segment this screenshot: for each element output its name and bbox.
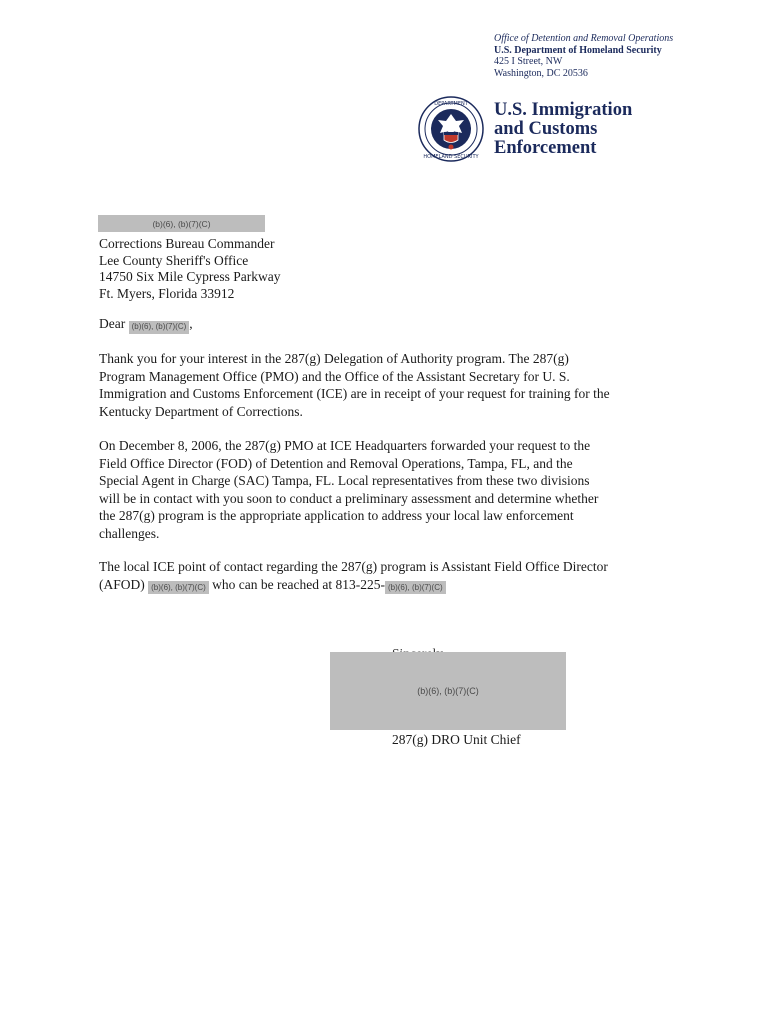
paragraph-line: Special Agent in Charge (SAC) Tampa, FL. Local representatives from these two divisions xyxy=(99,473,590,488)
office-city: Washington, DC 20536 xyxy=(494,67,588,79)
paragraph-line: The local ICE point of contact regarding the 287(g) program is Assistant Field Office Director xyxy=(99,559,608,574)
recipient-city: Ft. Myers, Florida 33912 xyxy=(99,285,235,301)
agency-logo-text xyxy=(494,101,632,158)
recipient-name-redaction: (b)(6), (b)(7)(C) xyxy=(98,215,265,232)
salutation-suffix: , xyxy=(189,316,193,331)
contact-phone-prefix: who can be reached at 813-225- xyxy=(208,576,385,592)
salutation-prefix: Dear xyxy=(99,316,126,331)
paragraph-line: Program Management Office (PMO) and the Office of the Assistant Secretary for U. S. xyxy=(99,368,570,384)
body-paragraph-1 xyxy=(99,350,679,420)
dhs-seal-icon xyxy=(418,96,484,162)
recipient-organization: Lee County Sheriff's Office xyxy=(99,252,249,268)
phone-redaction: (b)(6), (b)(7)(C) xyxy=(385,581,446,594)
signer-title: 287(g) DRO Unit Chief xyxy=(392,732,521,747)
salutation xyxy=(99,316,193,333)
signature-redaction: (b)(6), (b)(7)(C) xyxy=(330,652,566,730)
paragraph-line: Thank you for your interest in the 287(g) Delegation of Authority program. The 287(g) xyxy=(99,351,569,366)
salutation-redaction: (b)(6), (b)(7)(C) xyxy=(129,321,190,334)
paragraph-line-contact xyxy=(99,576,679,594)
office-name: Office of Detention and Removal Operations xyxy=(494,33,674,44)
afod-name-redaction: (b)(6), (b)(7)(C) xyxy=(148,581,209,594)
recipient-title: Corrections Bureau Commander xyxy=(99,236,275,251)
letterhead-address xyxy=(494,33,673,79)
paragraph-line: will be in contact with you soon to conduct a preliminary assessment and determine whether xyxy=(99,490,599,506)
paragraph-line: On December 8, 2006, the 287(g) PMO at ICE Headquarters forwarded your request to the xyxy=(99,438,591,453)
department-name: U.S. Department of Homeland Security xyxy=(494,44,662,56)
agency-line-2: and Customs xyxy=(494,119,598,139)
body-paragraph-2 xyxy=(99,437,679,542)
paragraph-line: Immigration and Customs Enforcement (ICE) are in receipt of your request for training for the xyxy=(99,386,610,401)
paragraph-line: Kentucky Department of Corrections. xyxy=(99,403,303,419)
paragraph-line: challenges. xyxy=(99,525,160,541)
recipient-street: 14750 Six Mile Cypress Parkway xyxy=(99,269,281,284)
office-street: 425 I Street, NW xyxy=(494,56,563,67)
agency-line-1: U.S. Immigration xyxy=(494,100,633,120)
body-paragraph-3 xyxy=(99,558,679,593)
recipient-address xyxy=(99,236,281,302)
paragraph-line: Field Office Director (FOD) of Detention and Removal Operations, Tampa, FL, and the xyxy=(99,455,573,471)
afod-label: (AFOD) xyxy=(99,576,145,592)
svg-text:HOMELAND SECURITY: HOMELAND SECURITY xyxy=(423,154,479,160)
agency-line-3: Enforcement xyxy=(494,138,597,158)
svg-text:DEPARTMENT: DEPARTMENT xyxy=(434,101,468,107)
paragraph-line: the 287(g) program is the appropriate application to address your local law enforcement xyxy=(99,508,574,523)
